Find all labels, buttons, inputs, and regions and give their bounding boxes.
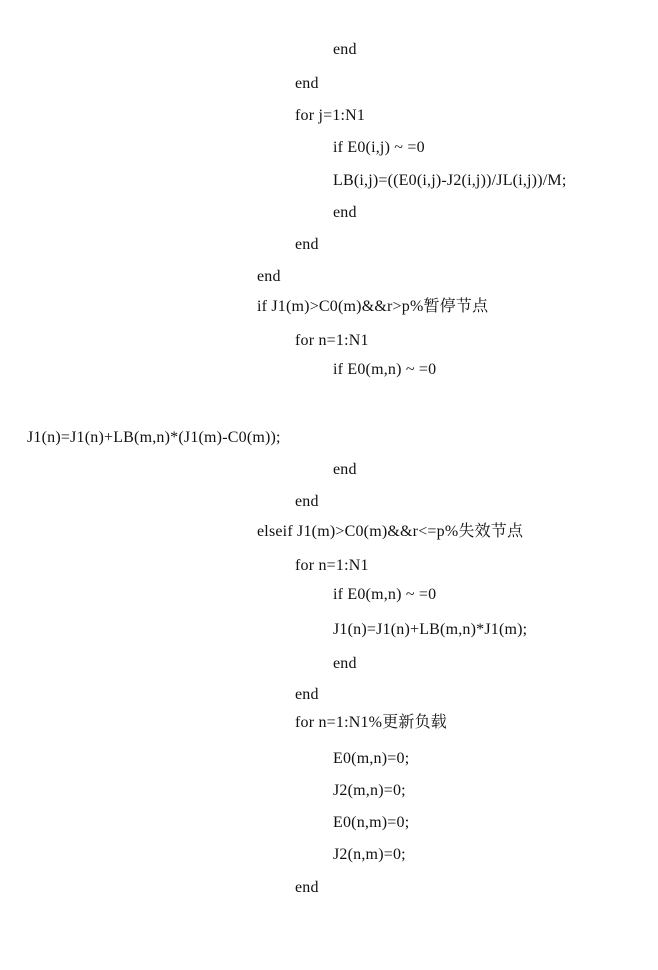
code-line: E0(n,m)=0; xyxy=(333,814,410,831)
code-line: end xyxy=(295,236,319,253)
code-line: if E0(m,n) ~ =0 xyxy=(333,586,437,603)
code-line: for n=1:N1%更新负载 xyxy=(295,714,448,731)
code-line: end xyxy=(295,75,319,92)
code-line: for n=1:N1 xyxy=(295,557,369,574)
code-line: end xyxy=(333,655,357,672)
code-line: elseif J1(m)>C0(m)&&r<=p%失效节点 xyxy=(257,523,524,540)
code-line: if E0(i,j) ~ =0 xyxy=(333,139,425,156)
code-line: J2(m,n)=0; xyxy=(333,782,406,799)
code-line: end xyxy=(295,493,319,510)
code-line: end xyxy=(257,268,281,285)
code-line: end xyxy=(295,879,319,896)
code-line: if E0(m,n) ~ =0 xyxy=(333,361,437,378)
code-line: end xyxy=(333,41,357,58)
code-line: J1(n)=J1(n)+LB(m,n)*(J1(m)-C0(m)); xyxy=(27,429,281,446)
code-line: J1(n)=J1(n)+LB(m,n)*J1(m); xyxy=(333,621,528,638)
code-line: J2(n,m)=0; xyxy=(333,846,406,863)
code-line: LB(i,j)=((E0(i,j)-J2(i,j))/JL(i,j))/M; xyxy=(333,172,567,189)
code-line: for n=1:N1 xyxy=(295,332,369,349)
code-line: for j=1:N1 xyxy=(295,107,366,124)
code-line: E0(m,n)=0; xyxy=(333,750,410,767)
code-line: end xyxy=(333,461,357,478)
code-line: end xyxy=(295,686,319,703)
code-line: end xyxy=(333,204,357,221)
code-line: if J1(m)>C0(m)&&r>p%暂停节点 xyxy=(257,298,489,315)
